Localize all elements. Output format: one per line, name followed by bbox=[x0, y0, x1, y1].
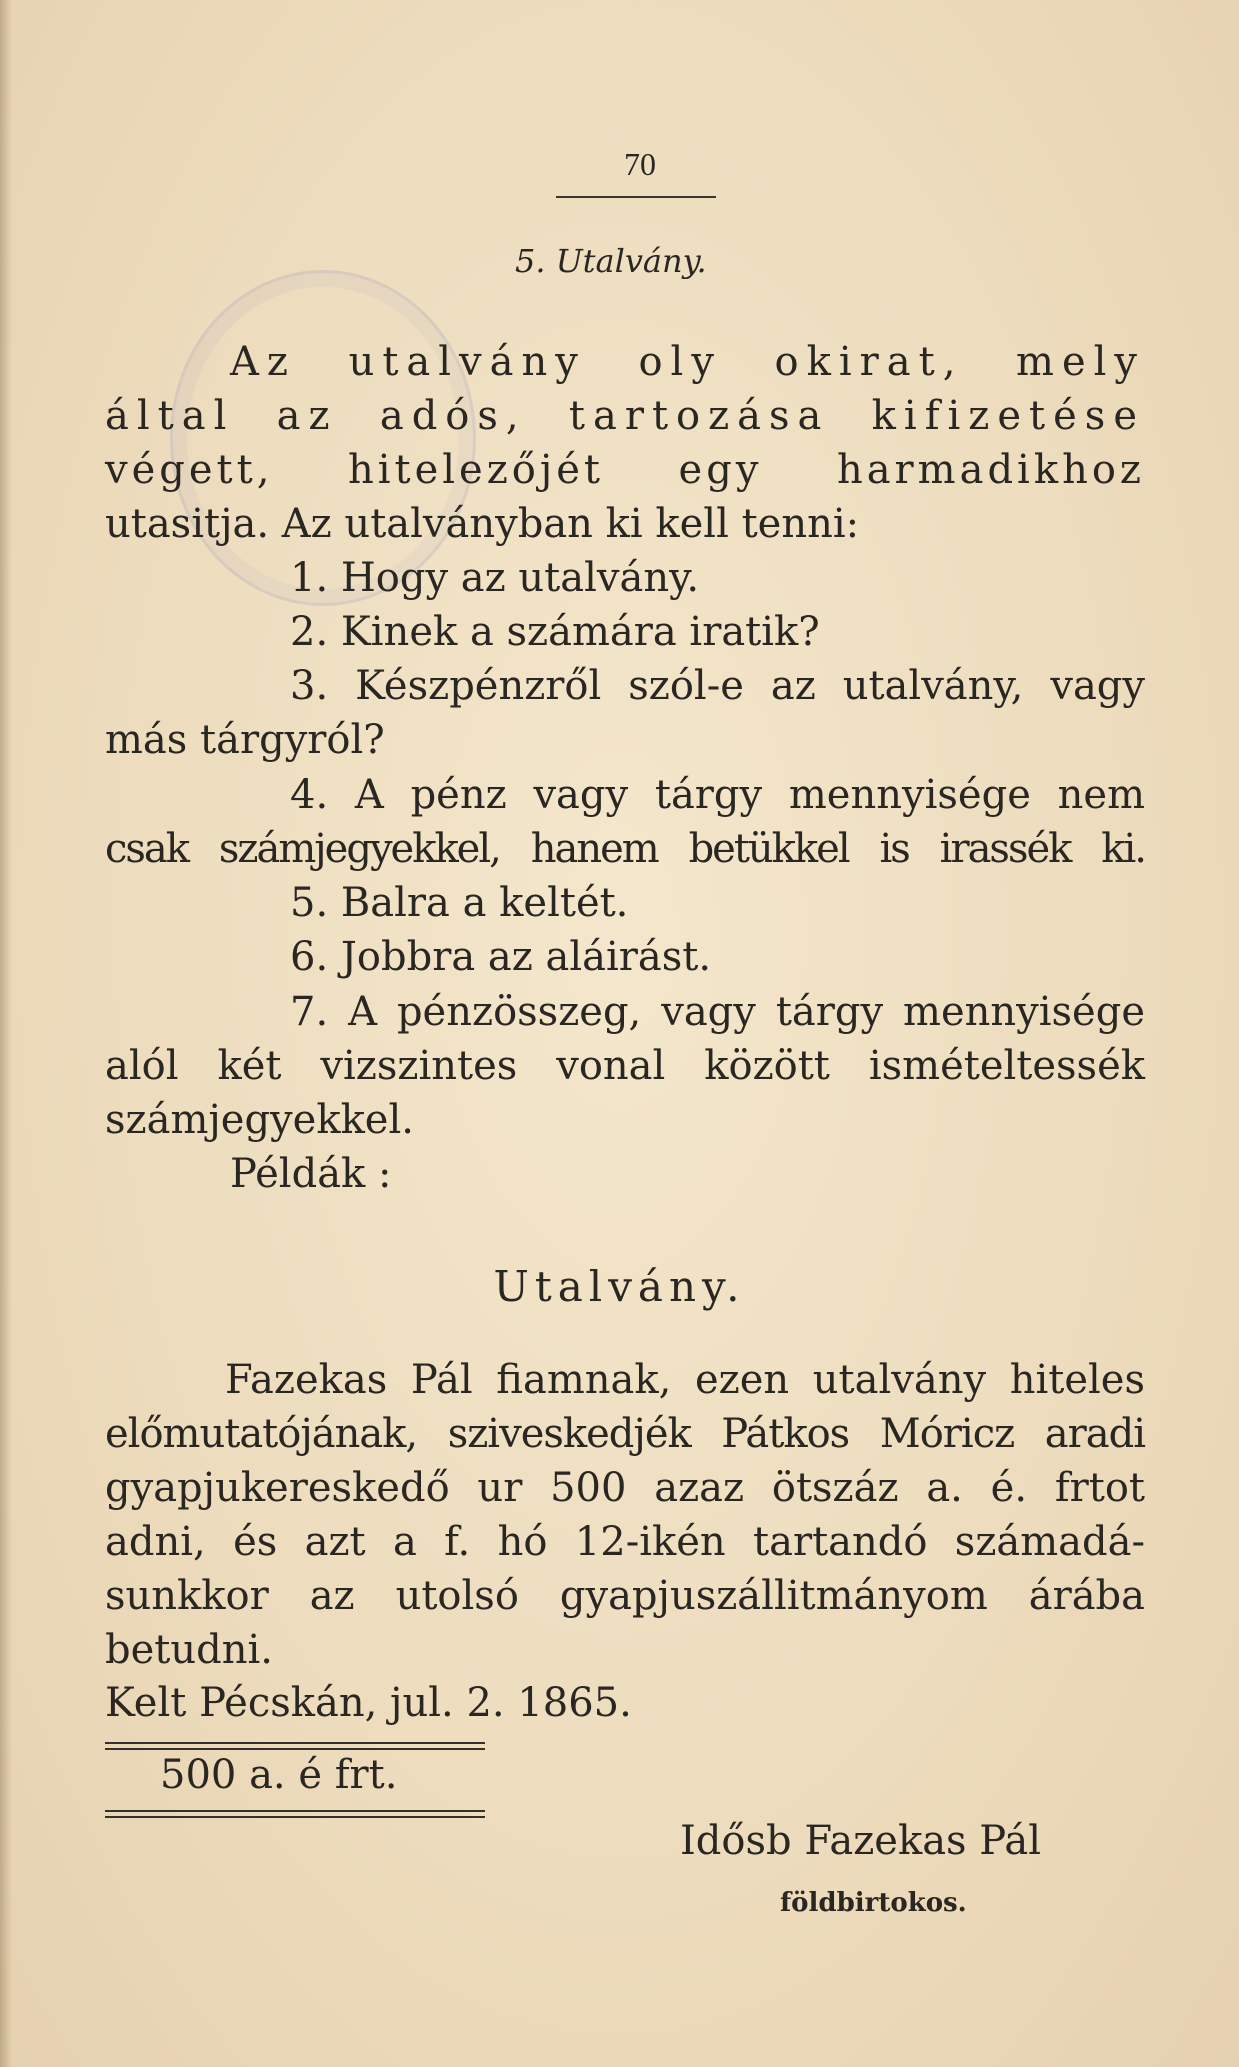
list-item: 1. Hogy az utalvány. bbox=[290, 555, 700, 601]
signer-name: Idősb Fazekas Pál bbox=[680, 1818, 1042, 1864]
voucher-body-line: betudni. bbox=[105, 1627, 273, 1673]
intro-line: Az utalvány oly okirat, mely bbox=[230, 339, 1145, 385]
intro-line: utasitja. Az utalványban ki kell tenni: bbox=[105, 501, 860, 547]
voucher-body-line: gyapjukereskedő ur 500 azaz ötszáz a. é. frtot bbox=[105, 1465, 1145, 1511]
voucher-amount: 500 a. é frt. bbox=[160, 1752, 398, 1798]
amount-rule-top bbox=[105, 1748, 485, 1750]
voucher-body-line: előmutatójának, sziveskedjék Pátkos Móricz aradi bbox=[105, 1411, 1145, 1457]
list-item: számjegyekkel. bbox=[105, 1097, 414, 1143]
list-item: 2. Kinek a számára iratik? bbox=[290, 609, 820, 655]
list-item: más tárgyról? bbox=[105, 717, 385, 763]
amount-rule-bottom bbox=[105, 1810, 485, 1812]
list-item: 5. Balra a keltét. bbox=[290, 880, 629, 926]
page-fold-shadow bbox=[0, 0, 12, 2067]
amount-rule-top bbox=[105, 1742, 485, 1744]
list-item: alól két vizszintes vonal között ismételtessék bbox=[105, 1043, 1145, 1089]
list-item: 4. A pénz vagy tárgy mennyisége nem bbox=[290, 772, 1145, 818]
page-number-rule bbox=[556, 196, 716, 198]
page-number: 70 bbox=[624, 146, 656, 182]
list-item: csak számjegyekkel, hanem betükkel is irassék ki. bbox=[105, 826, 1145, 872]
voucher-date: Kelt Pécskán, jul. 2. 1865. bbox=[105, 1680, 632, 1726]
voucher-heading: Utalvány. bbox=[493, 1262, 746, 1311]
section-title: 5. Utalvány. bbox=[515, 242, 707, 280]
amount-rule-bottom bbox=[105, 1816, 485, 1818]
voucher-body-line: Fazekas Pál fiamnak, ezen utalvány hiteles bbox=[225, 1357, 1145, 1403]
intro-line: végett, hitelezőjét egy harmadikhoz bbox=[105, 447, 1145, 493]
voucher-body-line: sunkkor az utolsó gyapjuszállitmányom árába bbox=[105, 1573, 1145, 1619]
list-item: 3. Készpénzről szól-e az utalvány, vagy bbox=[290, 663, 1145, 709]
list-item: 6. Jobbra az aláirást. bbox=[290, 934, 712, 980]
list-item: 7. A pénzösszeg, vagy tárgy mennyisége bbox=[290, 989, 1145, 1035]
signer-title: földbirtokos. bbox=[780, 1888, 967, 1918]
examples-label: Példák : bbox=[230, 1151, 392, 1197]
intro-line: által az adós, tartozása kifizetése bbox=[105, 393, 1145, 439]
voucher-body-line: adni, és azt a f. hó 12-ikén tartandó számadá- bbox=[105, 1519, 1145, 1565]
